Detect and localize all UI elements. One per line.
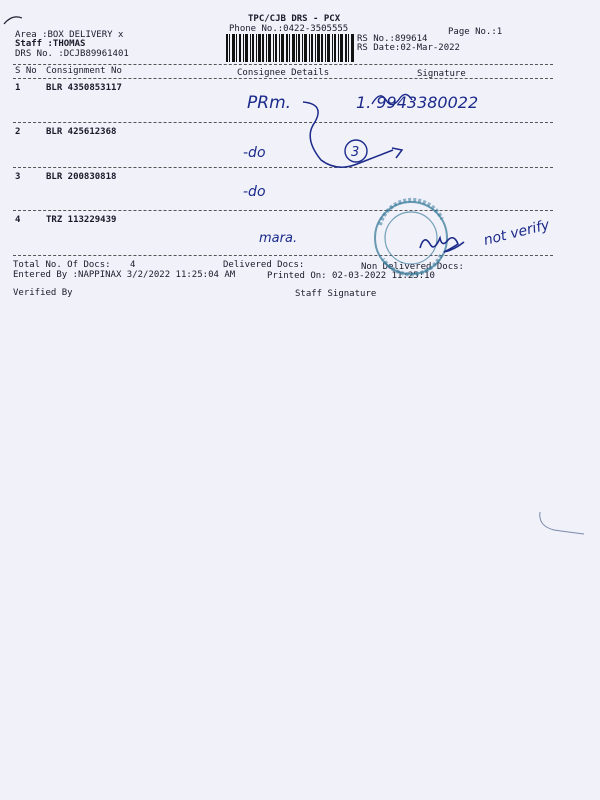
column-signature: Signature — [417, 69, 466, 79]
drs-number: DRS No. :DCJB89961401 — [15, 49, 129, 59]
handwritten-row1-right: 1. 9943380022 — [356, 93, 479, 112]
row-4-consignment: TRZ 113229439 — [46, 215, 117, 225]
signature-scribble — [372, 94, 412, 104]
non-delivered-docs-label: Non Delivered Docs: — [361, 262, 464, 272]
stray-mark — [540, 512, 584, 534]
header-divider-top — [13, 64, 553, 65]
phone-number: Phone No.:0422-3505555 — [229, 24, 349, 34]
rs-number: RS No.:899614 — [357, 34, 428, 44]
row-divider — [13, 122, 553, 123]
entered-by: Entered By :NAPPINAX 3/2/2022 11:25:04 AM — [13, 270, 236, 280]
barcode — [226, 34, 354, 62]
rs-date: RS Date:02-Mar-2022 — [357, 43, 460, 53]
handwritten-row4-right: not verify — [482, 217, 552, 249]
table-bottom-divider — [13, 255, 553, 256]
staff-label: Staff :THOMAS — [15, 39, 86, 49]
area-label: Area :BOX DELIVERY x — [15, 30, 124, 40]
corner-mark — [4, 17, 22, 24]
row-divider — [13, 210, 553, 211]
row-1-consignment: BLR 4350853117 — [46, 83, 122, 93]
handwritten-row4-left: mara. — [259, 231, 298, 246]
printed-on: Printed On: 02-03-2022 11:25:10 — [267, 271, 435, 281]
delivered-docs-label: Delivered Docs: — [223, 260, 305, 270]
page-number: Page No.:1 — [448, 27, 503, 37]
row-1-sno: 1 — [15, 83, 21, 93]
arrow-head-icon — [392, 148, 402, 158]
verified-by-label: Verified By — [13, 288, 73, 298]
circled-number: 3 — [351, 145, 360, 160]
row-2-consignment: BLR 425612368 — [46, 127, 117, 137]
document-title: TPC/CJB DRS - PCX — [248, 14, 341, 24]
total-docs-value: 4 — [130, 260, 136, 270]
row-divider — [13, 167, 553, 168]
column-sno: S No — [15, 66, 37, 76]
column-consignment: Consignment No — [46, 66, 122, 76]
handwritten-row1-left: PRm. — [247, 93, 292, 113]
row-3-consignment: BLR 200830818 — [46, 172, 117, 182]
row-2-sno: 2 — [15, 127, 21, 137]
total-docs-label: Total No. Of Docs: — [13, 260, 111, 270]
column-consignee: Consignee Details — [237, 68, 330, 78]
row-3-sno: 3 — [15, 172, 21, 182]
signature-scribble — [420, 238, 464, 252]
row-4-sno: 4 — [15, 215, 21, 225]
circled-number-ring — [345, 140, 367, 162]
linking-arrow — [303, 102, 393, 167]
staff-signature-label: Staff Signature — [295, 289, 377, 299]
handwritten-ditto-row2: -do — [243, 145, 266, 161]
header-divider-bottom — [13, 78, 553, 79]
handwritten-ditto-row3: -do — [243, 184, 266, 200]
